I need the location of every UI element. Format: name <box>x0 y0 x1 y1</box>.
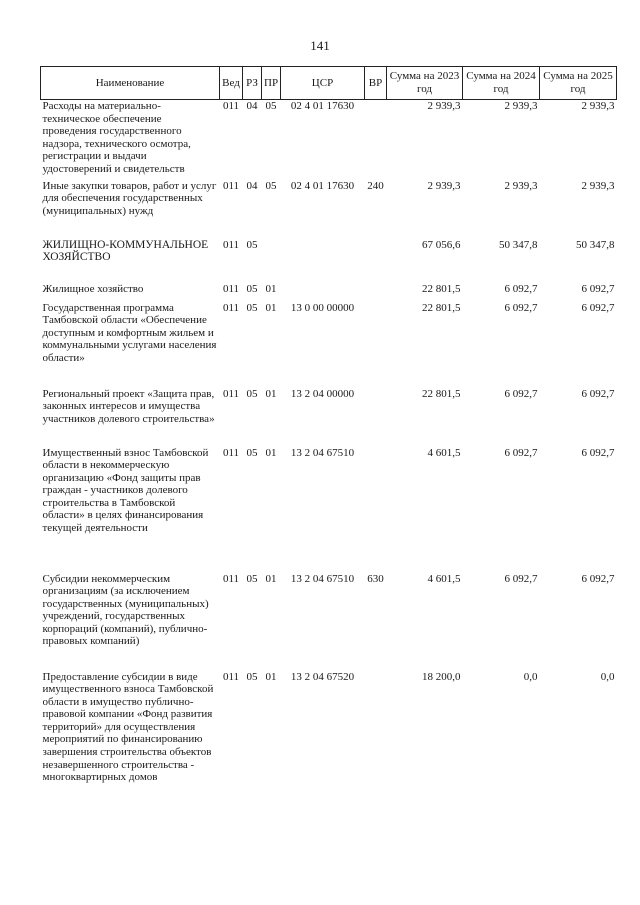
row-ved: 011 <box>222 238 240 251</box>
row-name: Имущественный взнос Тамбовской области в некоммерческую организацию «Фонд защиты прав граждан - участников долевого строительства в Тамбовской области» в целях финансирования текущей деятельности <box>42 446 209 535</box>
row-csr: 02 4 01 17630 <box>290 179 355 192</box>
table-row <box>41 671 617 831</box>
row-name: Жилищное хозяйство <box>42 282 144 295</box>
row-sum-2025: 6 092,7 <box>581 282 615 295</box>
row-sum-2023: 18 200,0 <box>422 670 461 683</box>
header-sum-2024: Сумма на 2024 год <box>463 67 540 100</box>
row-sum-2025: 6 092,7 <box>581 387 615 400</box>
row-sum-2025: 50 347,8 <box>576 238 615 251</box>
row-name: ЖИЛИЩНО-КОММУНАЛЬНОЕ ХОЗЯЙСТВО <box>42 238 209 264</box>
header-ved: Вед <box>220 67 243 100</box>
row-vr <box>365 671 387 831</box>
row-sum-2023: 2 939,3 <box>427 179 461 192</box>
row-rz: 04 <box>246 100 258 112</box>
row-vr <box>365 100 387 180</box>
table-row <box>41 283 617 302</box>
row-sum-2025: 2 939,3 <box>581 179 615 192</box>
row-csr <box>281 239 365 283</box>
row-ved: 011 <box>222 387 240 400</box>
row-rz: 05 <box>246 446 258 459</box>
row-rz: 05 <box>246 282 258 295</box>
header-csr: ЦСР <box>281 67 365 100</box>
row-vr <box>365 302 387 388</box>
row-ved: 011 <box>222 301 240 314</box>
row-csr: 13 2 04 00000 <box>290 387 355 400</box>
row-csr <box>281 283 365 302</box>
row-csr: 02 4 01 17630 <box>290 100 355 112</box>
row-pr: 05 <box>265 179 277 192</box>
table-row <box>41 388 617 447</box>
row-sum-2023: 22 801,5 <box>422 387 461 400</box>
row-name: Иные закупки товаров, работ и услуг для обеспечения государственных (муниципальных) нужд <box>42 179 217 217</box>
row-rz: 05 <box>246 301 258 314</box>
row-rz: 05 <box>246 238 258 251</box>
row-vr <box>365 388 387 447</box>
row-pr: 01 <box>265 282 277 295</box>
row-sum-2023: 67 056,6 <box>422 238 461 251</box>
row-vr: 240 <box>367 179 384 192</box>
row-sum-2024: 6 092,7 <box>504 301 538 314</box>
table-row <box>41 180 617 239</box>
row-sum-2025: 6 092,7 <box>581 572 615 585</box>
row-sum-2024: 6 092,7 <box>504 446 538 459</box>
row-pr: 01 <box>265 670 277 683</box>
row-sum-2023: 4 601,5 <box>427 572 461 585</box>
row-csr: 13 0 00 00000 <box>290 301 355 314</box>
row-csr: 13 2 04 67520 <box>290 670 355 683</box>
row-ved: 011 <box>222 446 240 459</box>
row-sum-2024: 6 092,7 <box>504 282 538 295</box>
row-name: Субсидии некоммерческим организациям (за исключением государственных (муниципальных) учреждений, государственных корпораций (компаний), публично-правовых компаний) <box>42 572 209 648</box>
row-sum-2023: 22 801,5 <box>422 301 461 314</box>
row-sum-2024: 2 939,3 <box>504 179 538 192</box>
row-sum-2024: 0,0 <box>523 670 538 683</box>
row-name: Предоставление субсидии в виде имущественного взноса Тамбовской области в имущество публично-правовой компании «Фонд развития территорий» для осуществления мероприятий по финансированию завершения строительства объектов незавершенного строительства - многоквартирных домов <box>42 670 214 784</box>
row-pr <box>262 239 281 283</box>
row-ved: 011 <box>222 670 240 683</box>
row-sum-2023: 4 601,5 <box>427 446 461 459</box>
table-row <box>41 302 617 388</box>
row-csr: 13 2 04 67510 <box>290 572 355 585</box>
header-rz: РЗ <box>243 67 262 100</box>
page-number: 141 <box>310 38 330 53</box>
table-row <box>41 100 617 180</box>
table-row <box>41 239 617 283</box>
row-pr: 01 <box>265 301 277 314</box>
row-sum-2025: 2 939,3 <box>581 100 615 112</box>
table-row <box>41 447 617 573</box>
row-sum-2025: 6 092,7 <box>581 301 615 314</box>
header-sum-2023: Сумма на 2023 год <box>387 67 463 100</box>
row-pr: 01 <box>265 572 277 585</box>
header-vr: ВР <box>365 67 387 100</box>
row-name: Расходы на материально-техническое обеспечение проведения государственного надзора, технического осмотра, регистрации и выдачи удостоверений и свидетельств <box>42 100 191 175</box>
row-sum-2025: 6 092,7 <box>581 446 615 459</box>
row-name: Региональный проект «Защита прав, законных интересов и имущества участников долевого строительства» <box>42 387 215 425</box>
budget-table <box>40 66 617 831</box>
row-sum-2023: 22 801,5 <box>422 282 461 295</box>
row-pr: 05 <box>265 100 277 112</box>
row-csr: 13 2 04 67510 <box>290 446 355 459</box>
row-vr <box>365 447 387 573</box>
row-ved: 011 <box>222 179 240 192</box>
row-rz: 05 <box>246 387 258 400</box>
table-row <box>41 573 617 671</box>
header-name: Наименование <box>41 67 220 100</box>
header-sum-2025: Сумма на 2025 год <box>540 67 617 100</box>
row-rz: 05 <box>246 572 258 585</box>
row-rz: 05 <box>246 670 258 683</box>
row-name: Государственная программа Тамбовской области «Обеспечение доступным и комфортным жильем и коммунальными услугами населения области» <box>42 301 217 364</box>
header-pr: ПР <box>262 67 281 100</box>
row-ved: 011 <box>222 282 240 295</box>
row-sum-2024: 6 092,7 <box>504 572 538 585</box>
row-sum-2023: 2 939,3 <box>427 100 461 112</box>
row-vr <box>365 283 387 302</box>
row-ved: 011 <box>222 572 240 585</box>
row-pr: 01 <box>265 387 277 400</box>
row-pr: 01 <box>265 446 277 459</box>
row-sum-2025: 0,0 <box>600 670 615 683</box>
table-header-row <box>41 67 617 100</box>
row-sum-2024: 50 347,8 <box>499 238 538 251</box>
row-vr: 630 <box>367 572 384 585</box>
row-ved: 011 <box>222 100 240 112</box>
row-vr <box>365 239 387 283</box>
row-sum-2024: 2 939,3 <box>504 100 538 112</box>
row-sum-2024: 6 092,7 <box>504 387 538 400</box>
row-rz: 04 <box>246 179 258 192</box>
